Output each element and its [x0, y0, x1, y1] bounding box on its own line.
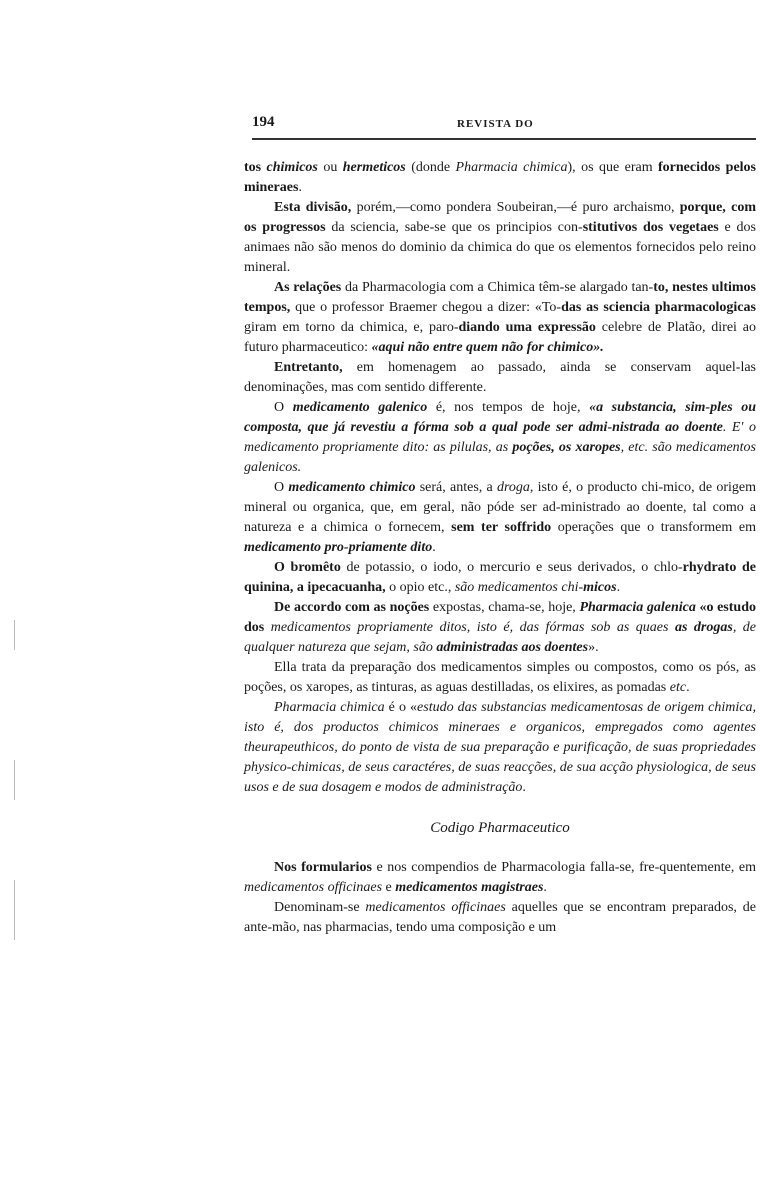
- paragraph: [244, 698, 756, 798]
- paragraph: [244, 898, 756, 938]
- text-run: etc: [669, 680, 687, 695]
- text-run: medicamentos propriamente ditos, isto é, das fórmas sob as quaes: [270, 620, 675, 635]
- text-run: porque, com os progressos: [244, 200, 756, 235]
- text-run: das as sciencia pharmacologicas: [561, 300, 756, 315]
- text-run: em homenagem ao passado, ainda se conservam aquel-las denominações, mas com sentido differente.: [244, 360, 756, 395]
- text-run: , isto é, o producto chi-mico, de origem mineral ou organica, que, em geral, não póde ser ad-ministrado ao doente, tal como a natureza e a chimica o fornecem,: [244, 480, 756, 535]
- text-run: é o «: [384, 700, 418, 715]
- text-run: Ella trata da preparação dos medicamentos simples ou compostos, como os pós, as poções, os xaropes, as tinturas, as aguas destilladas, os elixires, as pomadas: [244, 660, 756, 695]
- text-run: ou: [317, 160, 343, 175]
- text-run: de potassio, o iodo, o mercurio e seus derivados, o chlo-: [340, 560, 683, 575]
- text-run: droga: [496, 480, 530, 495]
- text-run: é, nos tempos de hoje,: [427, 400, 590, 415]
- text-run: chimicos: [266, 160, 318, 175]
- text-run: .: [686, 680, 690, 695]
- text-run: medicamentos officinaes: [244, 880, 383, 895]
- text-run: poções, os xaropes: [512, 440, 621, 455]
- text-run: diando uma expressão: [458, 320, 596, 335]
- text-run: giram em torno da chimica, e, paro-: [244, 320, 459, 335]
- text-run: porém,—como pondera Soubeiran,—é puro archaismo,: [351, 200, 680, 215]
- text-run: medicamento chimico: [288, 480, 416, 495]
- text-run: stitutivos dos vegetaes: [582, 220, 719, 235]
- text-run: operações que o transformem em: [551, 520, 756, 535]
- text-run: , etc. são medicamentos galenicos.: [244, 440, 757, 475]
- text-run: Esta divisão,: [274, 200, 352, 215]
- text-run: expostas, chama-se, hoje,: [429, 600, 580, 615]
- text-run: as drogas: [674, 620, 733, 635]
- text-run: Pharmacia chimica: [274, 700, 385, 715]
- paragraph: [244, 658, 756, 698]
- text-run: , de qualquer natureza que sejam, são: [244, 620, 757, 655]
- text-run: e nos compendios de Pharmacologia falla-se, fre-quentemente, em: [371, 860, 757, 875]
- scan-edge-mark: [14, 760, 15, 800]
- text-run: .: [543, 880, 547, 895]
- text-run: será, antes, a: [415, 480, 497, 495]
- paragraph: [244, 598, 756, 658]
- text-run: .: [616, 580, 621, 595]
- text-run: medicamentos magistraes: [395, 880, 544, 895]
- text-run: O bromêto: [274, 560, 341, 575]
- text-run: da sciencia, sabe-se que os principios con-: [325, 220, 583, 235]
- running-title: REVISTA DO: [457, 118, 534, 130]
- text-run: O: [274, 400, 293, 415]
- text-run: As relações: [274, 280, 342, 295]
- text-run: fornecidos pelos mineraes: [244, 160, 756, 195]
- text-run: aquelles que se encontram preparados, de ante-mão, nas pharmacias, tendo uma composição e um: [244, 900, 756, 935]
- text-run: Nos formularios: [274, 860, 372, 875]
- paragraph: [244, 278, 756, 358]
- text-run: ».: [588, 640, 599, 655]
- text-run: micos: [583, 580, 617, 595]
- text-run: tos: [244, 160, 267, 175]
- paragraph: [244, 358, 756, 398]
- text-run: .: [522, 780, 526, 795]
- text-run: to, nestes ultimos tempos,: [244, 280, 756, 315]
- text-run: rhydrato de quinina, a ipecacuanha,: [244, 560, 756, 595]
- text-run: De accordo com as noções: [274, 600, 430, 615]
- text-run: .: [432, 540, 436, 555]
- scan-edge-mark: [14, 880, 15, 940]
- text-run: celebre de Platão, direi ao futuro pharmaceutico:: [244, 320, 756, 355]
- scan-edge-mark: [14, 620, 15, 650]
- text-run: «aqui não entre quem não for chimico».: [371, 340, 604, 355]
- text-run: administradas aos doentes: [436, 640, 589, 655]
- text-run: . E' o medicamento propriamente dito: as pilulas, as: [244, 420, 757, 455]
- text-run: são medicamentos chi-: [454, 580, 584, 595]
- text-run: Pharmacia chimica: [455, 160, 568, 175]
- text-run: medicamento galenico: [292, 400, 428, 415]
- text-run: hermeticos: [342, 160, 406, 175]
- page-number: 194: [252, 114, 275, 130]
- text-run: (donde: [405, 160, 456, 175]
- text-run: «a substancia, sim-ples ou composta, que já revestiu a fórma sob a qual pode ser admi-nistrada ao doente: [244, 400, 756, 435]
- text-run: sem ter soffrido: [451, 520, 552, 535]
- text-run: que o professor Braemer chegou a dizer: «To-: [290, 300, 562, 315]
- text-run: e dos animaes não são menos do dominio da chimica do que os elementos fornecidos pelo reino mineral.: [244, 220, 757, 275]
- text-run: .: [298, 180, 302, 195]
- page-body: [244, 158, 756, 938]
- text-run: estudo das substancias medicamentosas de origem chimica, isto é, dos productos chimicos mineraes e organicos, empregados como agentes theurapeuthicos, do ponto de vista de sua preparação e purificação, de suas propriedades physico-chimicas, de seus caractéres, de suas reacções, de sua acção physiologica, de seus usos e de sua dosagem e modos de administração: [244, 700, 757, 795]
- text-run: ), os que eram: [567, 160, 659, 175]
- section-heading: Codigo Pharmaceutico: [430, 820, 570, 836]
- text-run: o opio etc.,: [385, 580, 455, 595]
- text-run: da Pharmacologia com a Chimica têm-se alargado tan-: [341, 280, 654, 295]
- text-run: Entretanto,: [274, 360, 343, 375]
- text-run: medicamento pro-priamente dito: [244, 540, 433, 555]
- text-run: medicamentos officinaes: [365, 900, 506, 915]
- text-run: e: [382, 880, 396, 895]
- paragraph: [244, 158, 756, 198]
- paragraph: [244, 858, 756, 898]
- text-run: Pharmacia galenica: [579, 600, 696, 615]
- text-run: O: [274, 480, 289, 495]
- text-run: «o estudo dos: [244, 600, 756, 635]
- paragraph: [244, 558, 756, 598]
- paragraph: [244, 398, 756, 478]
- text-run: Denominam-se: [274, 900, 366, 915]
- header-rule: [252, 138, 756, 140]
- page-header: [252, 114, 756, 134]
- paragraph: [244, 478, 756, 558]
- paragraph: [244, 198, 756, 278]
